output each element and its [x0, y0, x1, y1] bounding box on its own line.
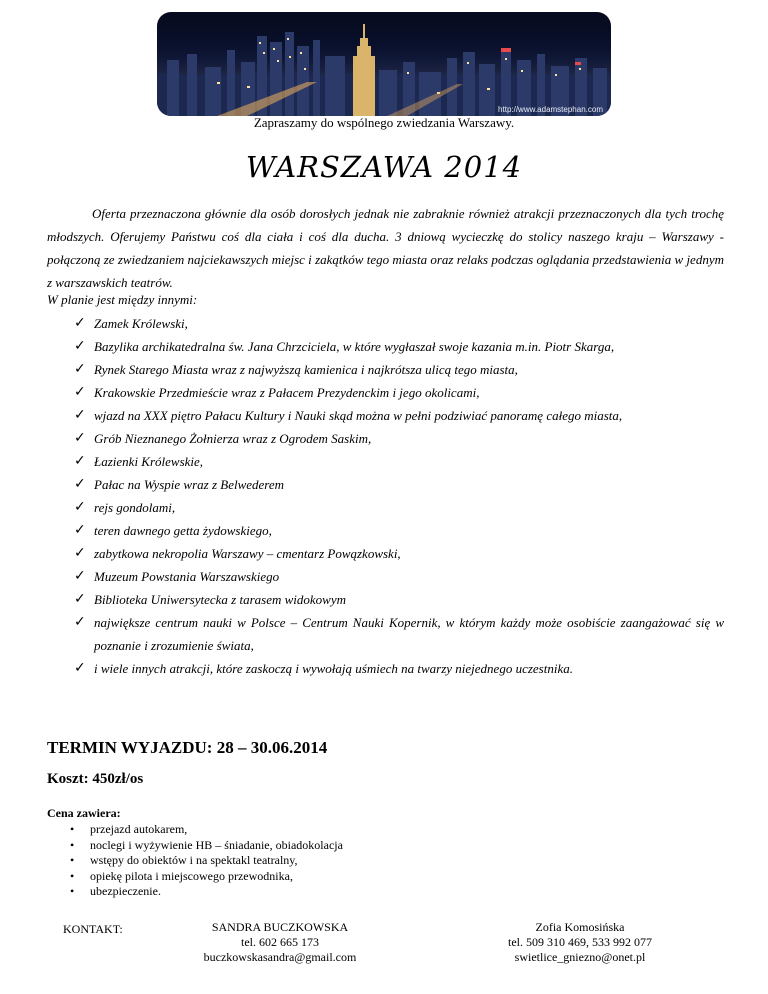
list-item: ✓ teren dawnego getta żydowskiego, — [74, 519, 724, 542]
check-icon: ✓ — [74, 545, 86, 561]
plan-intro: W planie jest między innymi: — [47, 292, 198, 307]
list-item: • wstępy do obiektów i na spektakl teatralny, — [70, 853, 298, 867]
contact-phone: tel. 509 310 469, 533 992 077 — [508, 935, 652, 949]
list-item: ✓ Krakowskie Przedmieście wraz z Pałacem Prezydenckim i jego okolicami, — [74, 381, 724, 404]
list-item: ✓ Biblioteka Uniwersytecka z tarasem widokowym — [74, 588, 724, 611]
list-item: ✓ Pałac na Wyspie wraz z Belwederem — [74, 473, 724, 496]
check-icon: ✓ — [74, 430, 86, 446]
list-item: ✓ Grób Nieznanego Żołnierza wraz z Ogrodem Saskim, — [74, 427, 724, 450]
contact-person-1 — [170, 920, 390, 965]
list-item: ✓ Rynek Starego Miasta wraz z najwyższą kamienica i najkrótsza ulicą tego miasta, — [74, 358, 724, 381]
departure-date: TERMIN WYJAZDU: 28 – 30.06.2014 — [47, 738, 328, 757]
contact-name: SANDRA BUCZKOWSKA — [211, 920, 349, 934]
check-icon: ✓ — [74, 499, 86, 515]
attractions-list — [74, 312, 724, 680]
list-item: • opiekę pilota i miejscowego przewodnika, — [70, 868, 293, 883]
list-item: ✓ Zamek Królewski, — [74, 312, 724, 335]
contact-label: KONTAKT: — [63, 922, 123, 936]
contact-person-2 — [470, 920, 690, 965]
contact-phone: tel. 602 665 173 — [241, 935, 319, 949]
check-icon: ✓ — [74, 522, 86, 538]
check-icon: ✓ — [74, 315, 86, 331]
list-item: • ubezpieczenie. — [70, 884, 161, 898]
list-item: ✓ największe centrum nauki w Polsce – Centrum Nauki Kopernik, w którym każdy może osobiście zaangażować się w poznanie i zrozumienie świata, — [74, 611, 724, 657]
list-item: ✓ wjazd na XXX piętro Pałacu Kultury i Nauki skąd można w pełni podziwiać panoramę całego miasta, — [74, 404, 724, 427]
invitation-line: Zapraszamy do wspólnego zwiedzania Warszawy. — [253, 115, 515, 130]
bullet-icon: • — [70, 884, 75, 898]
check-icon: ✓ — [74, 614, 86, 630]
list-item: ✓ Łazienki Królewskie, — [74, 450, 724, 473]
list-item: ✓ i wiele innych atrakcji, które zaskoczą i wywołają uśmiech na twarzy niejednego uczestnika. — [74, 657, 724, 680]
inclusions-title: Cena zawiera: — [47, 806, 121, 820]
contact-email: swietlice_gniezno@onet.pl — [514, 950, 646, 964]
contact-name: Zofia Komosińska — [535, 920, 625, 934]
watermark-url: http://www.adamstephan.com — [498, 105, 603, 114]
list-item: ✓ Muzeum Powstania Warszawskiego — [74, 565, 724, 588]
list-item: • noclegi i wyżywienie HB – śniadanie, obiadokolacja — [70, 837, 343, 852]
warsaw-skyline-photo — [157, 12, 611, 116]
bullet-icon: • — [70, 853, 75, 867]
price: Koszt: 450zł/os — [47, 771, 144, 787]
list-item: ✓ zabytkowa nekropolia Warszawy – cmentarz Powązkowski, — [74, 542, 724, 565]
check-icon: ✓ — [74, 453, 86, 469]
list-item: ✓ rejs gondolami, — [74, 496, 724, 519]
list-item: • przejazd autokarem, — [70, 822, 188, 836]
bullet-icon: • — [70, 837, 75, 852]
check-icon: ✓ — [74, 591, 86, 607]
inclusions-list — [70, 822, 343, 900]
bullet-icon: • — [70, 822, 75, 836]
check-icon: ✓ — [74, 338, 86, 354]
list-item: ✓ Bazylika archikatedralna św. Jana Chrzciciela, w które wygłaszał swoje kazania m.in. Piotr Skarga, — [74, 335, 724, 358]
check-icon: ✓ — [74, 476, 86, 492]
contact-email: buczkowskasandra@gmail.com — [203, 950, 357, 964]
offer-paragraph: Oferta przeznaczona głównie dla osób dorosłych jednak nie zabraknie również atrakcji przeznaczonych dla tych trochę młodszych. Oferujemy Państwu coś dla ciała i coś dla ducha. 3 dniową wycieczkę do stolicy naszego kraju – Warszawy - połączoną ze zwiedzaniem najciekawszych miejsc i zakątków tego miasta oraz relaks podczas oglądania przedstawienia w jednym z warszawskich teatrów. — [47, 206, 724, 290]
check-icon: ✓ — [74, 407, 86, 423]
check-icon: ✓ — [74, 660, 86, 676]
city-night-illustration — [157, 12, 611, 116]
check-icon: ✓ — [74, 361, 86, 377]
bullet-icon: • — [70, 868, 75, 883]
check-icon: ✓ — [74, 568, 86, 584]
page-title: WARSZAWA 2014 — [245, 150, 523, 184]
check-icon: ✓ — [74, 384, 86, 400]
